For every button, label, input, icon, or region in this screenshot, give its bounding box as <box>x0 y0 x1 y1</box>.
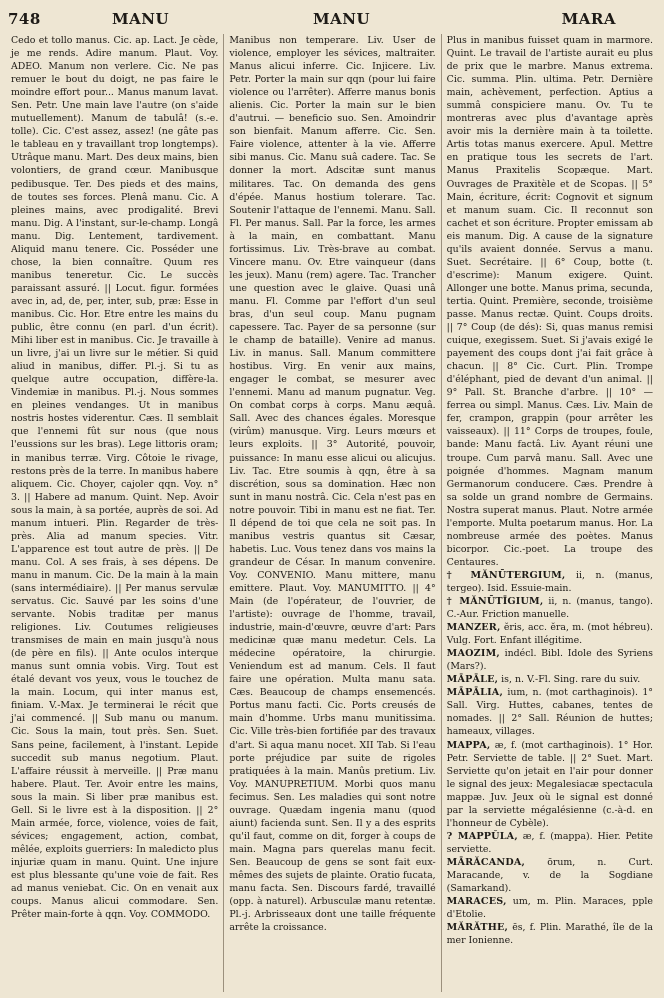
dictionary-entry <box>447 895 653 921</box>
entry-headword: MARACES, <box>446 896 507 908</box>
dictionary-entry <box>447 647 653 673</box>
entry-definition: is, n. V.-Fl. Sing. rare du suiv. <box>501 674 641 686</box>
header-left-word: MANU <box>112 10 170 28</box>
entry-headword: ? MAPPŬLA, <box>446 830 518 842</box>
entry-definition: ōrum, n. Curt. Maracande, v. de la Sogdiane (Samarkand). <box>446 856 653 895</box>
entry-headword: † MĂNŪTERGIUM, <box>446 569 566 581</box>
text-columns <box>6 34 658 992</box>
entry-headword: MĂRĂTHE, <box>446 922 509 934</box>
column-left <box>6 34 223 992</box>
entry-headword: † MĂNŪTĪGIUM, <box>446 596 544 608</box>
page-number: 748 <box>8 10 41 28</box>
column-middle <box>223 34 440 992</box>
dictionary-entry <box>447 569 653 595</box>
entry-definition: ii, n. (manus, tango). C.-Aur. Friction manuelle. <box>446 596 653 621</box>
entry-headword: MAPPA, <box>446 739 491 751</box>
entry-definition: ĕris, acc. ĕra, m. (mot hébreu). Vulg. Fort. Enfant illégitime. <box>446 622 653 647</box>
column-right <box>441 34 658 992</box>
dictionary-entry <box>447 595 653 621</box>
entry-headword: MĀRĂCANDA, <box>446 856 526 868</box>
dictionary-entry <box>447 621 653 647</box>
entry-headword: MĀPĀLIA, <box>446 687 503 699</box>
entry-headword: MAOZIM, <box>446 648 500 660</box>
entry-definition: indécl. Bibl. Idole des Syriens (Mars?). <box>446 648 653 673</box>
dictionary-entry <box>447 673 653 686</box>
column-text: Manibus non temperare. Liv. User de violence, employer les sévices, maltraiter. Manus alicui inferre. Cic. Injicere. Liv. Petr. Porter la main sur qqn (pour lui faire violence ou l'arrêter). Afferre manus bonis alienis. Cic. Porter la main sur le bien d'autrui. — beneficio suo. Sen. Amoindrir son bienfait. Manum afferre. Cic. Sen. Faire violence, attenter à la vie. Afferre sibi manus. Cic. Manu suâ cadere. Tac. Se donner la mort. Adscitæ sunt manus militares. Tac. On demanda des gens d'épée. Manus hostium tolerare. Tac. Soutenir l'attaque de l'ennemi. Manu. Sall. Fl. Per manus. Sall. Par la force, les armes à la main, en combattant. Manu fortissimus. Liv. Très-brave au combat. Vincere manu. Ov. Etre vainqueur (dans les jeux). Manu (rem) agere. Tac. Trancher une question avec le glaive. Quasi unâ manu. Fl. Comme par l'effort d'un seul bras, d'un seul coup. Manu pugnam capessere. Tac. Payer de sa personne (sur le champ de bataille). Venire ad manus. Liv. in manus. Sall. Manum committere hostibus. Virg. En venir aux mains, engager le combat, se mesurer avec l'ennemi. Manu ad manum pugnatur. Veg. On combat corps à corps. Manu æquâ. Sall. Avec des chances égales. Moresque (virûm) manusque. Virg. Leurs mœurs et leurs exploits. || 3° Autorité, pouvoir, puissance: In manu esse alicui ou alicujus. Liv. Tac. Etre soumis à qqn, être à sa discrétion, sous sa domination. Hæc non sunt in manu nostrâ. Cic. Cela n'est pas en notre pouvoir. Tibi in manu est ne fiat. Ter. Il dépend de toi que cela ne soit pas. In manibus vestris quantus sit Cæsar, habetis. Luc. Vous tenez dans vos mains la grandeur de César. In manum convenire. Voy. CONVENIO. Manu mittere, manu emittere. Plaut. Voy. MANUMITTO. || 4° Main (de l'opérateur, de l'ouvrier, de l'artiste): ouvrage de l'homme, travail, industrie, main-d'œuvre, œuvre d'art: Pars medicinæ quæ manu medetur. Cels. La médecine opératoire, la chirurgie. Veniendum est ad manum. Cels. Il faut faire une opération. Multa manu sata. Cæs. Beaucoup de champs ensemencés. Portus manu facti. Cic. Ports creusés de main d'homme. Urbs manu munitissima. Cic. Ville très-bien fortifiée par des travaux d'art. Si aqua manu nocet. XII Tab. Si l'eau porte préjudice par suite de rigoles pratiquées à la main. Manûs pretium. Liv. Voy. MANUPRETIUM. Morbi quos manu fecimus. Sen. Les maladies qui sont notre ouvrage. Quædam ingenia manu (quod aiunt) facienda sunt. Sen. Il y a des esprits qu'il faut, comme on dit, forger à coups de main. Magna pars querelas manu fecit. Sen. Beaucoup de gens se sont fait eux-mêmes des sujets de plainte. Oratio fucata, manu facta. Sen. Discours fardé, travaillé (opp. à naturel). Arbusculæ manu retentæ. Pl.-j. Arbrisseaux dont une taille fréquente arrête la croissance. <box>229 35 436 934</box>
entry-definition: ium, n. (mot carthaginois). 1° Sall. Virg. Huttes, cabanes, tentes de nomades. || 2° Sall. Réunion de huttes; hameaux, villages. <box>446 687 653 738</box>
header-right-word: MARA <box>561 10 616 28</box>
dictionary-entry <box>447 686 653 738</box>
column-text: Cedo et tollo manus. Cic. ap. Lact. Je cède, je me rends. Adire manum. Plaut. Voy. ADEO. Manum non verlere. Cic. Ne pas remuer le bout du doigt, ne pas faire le moindre effort pour... Manus manum lavat. Sen. Petr. Une main lave l'autre (on s'aide mutuellement). Manum de tabulâ! (s.-e. tolle). Cic. C'est assez, assez! (ne gâte pas le tableau en y travaillant trop longtemps). Utrâque manu. Mart. Des deux mains, bien volontiers, de grand cœur. Manibusque pedibusque. Ter. Des pieds et des mains, de toutes ses forces. Plenâ manu. Cic. A pleines mains, avec prodigalité. Brevi manu. Dig. A l'instant, sur-le-champ. Longâ manu. Dig. Lentement, tardivement. Aliquid manu tenere. Cic. Posséder une chose, la bien connaître. Quum res manibus teneretur. Cic. Le succès paraissant assuré. || Locut. figur. formées avec in, ad, de, per, inter, sub, præ: Esse in manibus. Cic. Hor. Etre entre les mains du public, être connu (en parl. d'un écrit). Mihi liber est in manibus. Cic. Je travaille à un livre, j'ai un livre sur le métier. Si quid aliud in manibus, differ. Pl.-j. Si tu as quelque autre occupation, diffère-la. Vindemiæ in manibus. Pl.-j. Nous sommes en pleines vendanges. Ut in manibus nostris hostes viderentur. Cæs. Il semblait que l'ennemi fût sur nous (que nous l'eussions sur les bras). Lege littoris oram; in manibus terræ. Virg. Côtoie le rivage, restons près de la terre. In manibus habere aliquem. Cic. Choyer, cajoler qqn. Voy. n° 3. || Habere ad manum. Quint. Nep. Avoir sous la main, à sa portée, auprès de soi. Ad manum intueri. Plin. Regarder de très-près. Alia ad manum species. Vitr. L'apparence est tout autre de près. || De manu. Col. A ses frais, à ses dépens. De manu in manum. Cic. De la main à la main (sans intermédiaire). || Per manus servulæ servatus. Cic. Sauvé par les soins d'une servante. Nobis traditæ per manus religiones. Liv. Coutumes religieuses transmises de main en main jusqu'à nous (de père en fils). || Ante oculos interque manus sunt omnia vobis. Virg. Tout est étalé devant vos yeux, vous le touchez de la main. Locum, qui inter manus est, finiam. V.-Max. Je terminerai le récit que j'ai commencé. || Sub manu ou manum. Cic. Sous la main, tout près. Sen. Suet. Sans peine, facilement, à l'instant. Lepide succedit sub manus negotium. Plaut. L'affaire réussit à merveille. || Præ manu habere. Plaut. Ter. Avoir entre les mains, sous la main. Si liber præ manibus est. Gell. Si le livre est à la disposition. || 2° Main armée, force, violence, voies de fait, sévices; engagement, action, combat, mêlée, exploits guerriers: In maledicto plus injuriæ quam in manu. Quint. Une injure est plus blessante qu'une voie de fait. Res ad manus veniebat. Cic. On en venait aux coups. Manus alicui commodare. Sen. Prêter main-forte à qqn. Voy. COMMODO. <box>11 35 219 921</box>
running-header <box>8 10 656 32</box>
entry-definition: ii, n. (manus, tergeo). Isid. Essuie-main. <box>446 569 653 594</box>
entry-headword: MANZER, <box>446 622 501 634</box>
column-text: Plus in manibus fuisset quam in marmore. Quint. Le travail de l'artiste aurait eu plus de prix que le marbre. Manus extrema. Cic. summa. Plin. ultima. Petr. Dernière main, achèvement, perfection. Aptius a summâ conspiciere manu. Ov. Tu te montreras avec plus d'avantage après avoir mis la dernière main à ta toilette. Artis totas manus exercere. Apul. Mettre en pratique tous les secrets de l'art. Manus Praxitelis Scopæque. Mart. Ouvrages de Praxitèle et de Scopas. || 5° Main, écriture, écrit: Cognovit et signum et manum suam. Cic. Il reconnut son cachet et son écriture. Propter emissam ab eis manum. Dig. A cause de la signature qu'ils avaient donnée. Servus a manu. Suet. Secrétaire. || 6° Coup, botte (t. d'escrime): Manum exigere. Quint. Allonger une botte. Manus prima, secunda, tertia. Quint. Première, seconde, troisième passe. Manus rectæ. Quint. Coups droits. || 7° Coup (de dés): Si, quas manus remisi cuique, exegissem. Suet. Si j'avais exigé le payement des coups dont j'ai fait grâce à chacun. || 8° Cic. Curt. Plin. Trompe d'éléphant, pied de devant d'un animal. || 9° Pall. St. Branche d'arbre. || 10° — ferrea ou simpl. Manus. Cæs. Liv. Main de fer, crampon, grappin (pour arrêter les vaisseaux). || 11° Corps de troupes, foule, bande: Manu factâ. Liv. Ayant réuni une troupe. Cum parvâ manu. Sall. Avec une poignée d'hommes. Magnam manum Germanorum conducere. Cæs. Prendre à sa solde un grand nombre de Germains. Nostra superat manus. Plaut. Notre armée l'emporte. Multa poetarum manus. Hor. La nombreuse armée des poètes. Manus bicorpor. Cic.-poet. La troupe des Centaures. <box>446 35 653 568</box>
dictionary-entry <box>447 856 653 895</box>
entry-headword: MĀPĀLE, <box>446 674 499 686</box>
entry-definition: um, m. Plin. Maraces, pple d'Etolie. <box>446 896 653 921</box>
dictionary-entry <box>447 830 653 856</box>
header-center-word: MANU <box>313 10 371 28</box>
entry-definition: æ, f. (mappa). Hier. Petite serviette. <box>446 830 653 855</box>
entry-definition: ēs, f. Plin. Marathé, île de la mer Ionienne. <box>446 922 653 947</box>
dictionary-entry <box>447 739 653 830</box>
dictionary-entry <box>447 921 653 947</box>
entry-definition: æ, f. (mot carthaginois). 1° Hor. Petr. Serviette de table. || 2° Suet. Mart. Serviette qu'on jetait en l'air pour donner le signal des jeux: Megalesiacæ spectacula mappæ. Juv. Jeux où le signal est donné par la serviette mégalésienne (c.-à-d. en l'honneur de Cybèle). <box>446 739 653 829</box>
